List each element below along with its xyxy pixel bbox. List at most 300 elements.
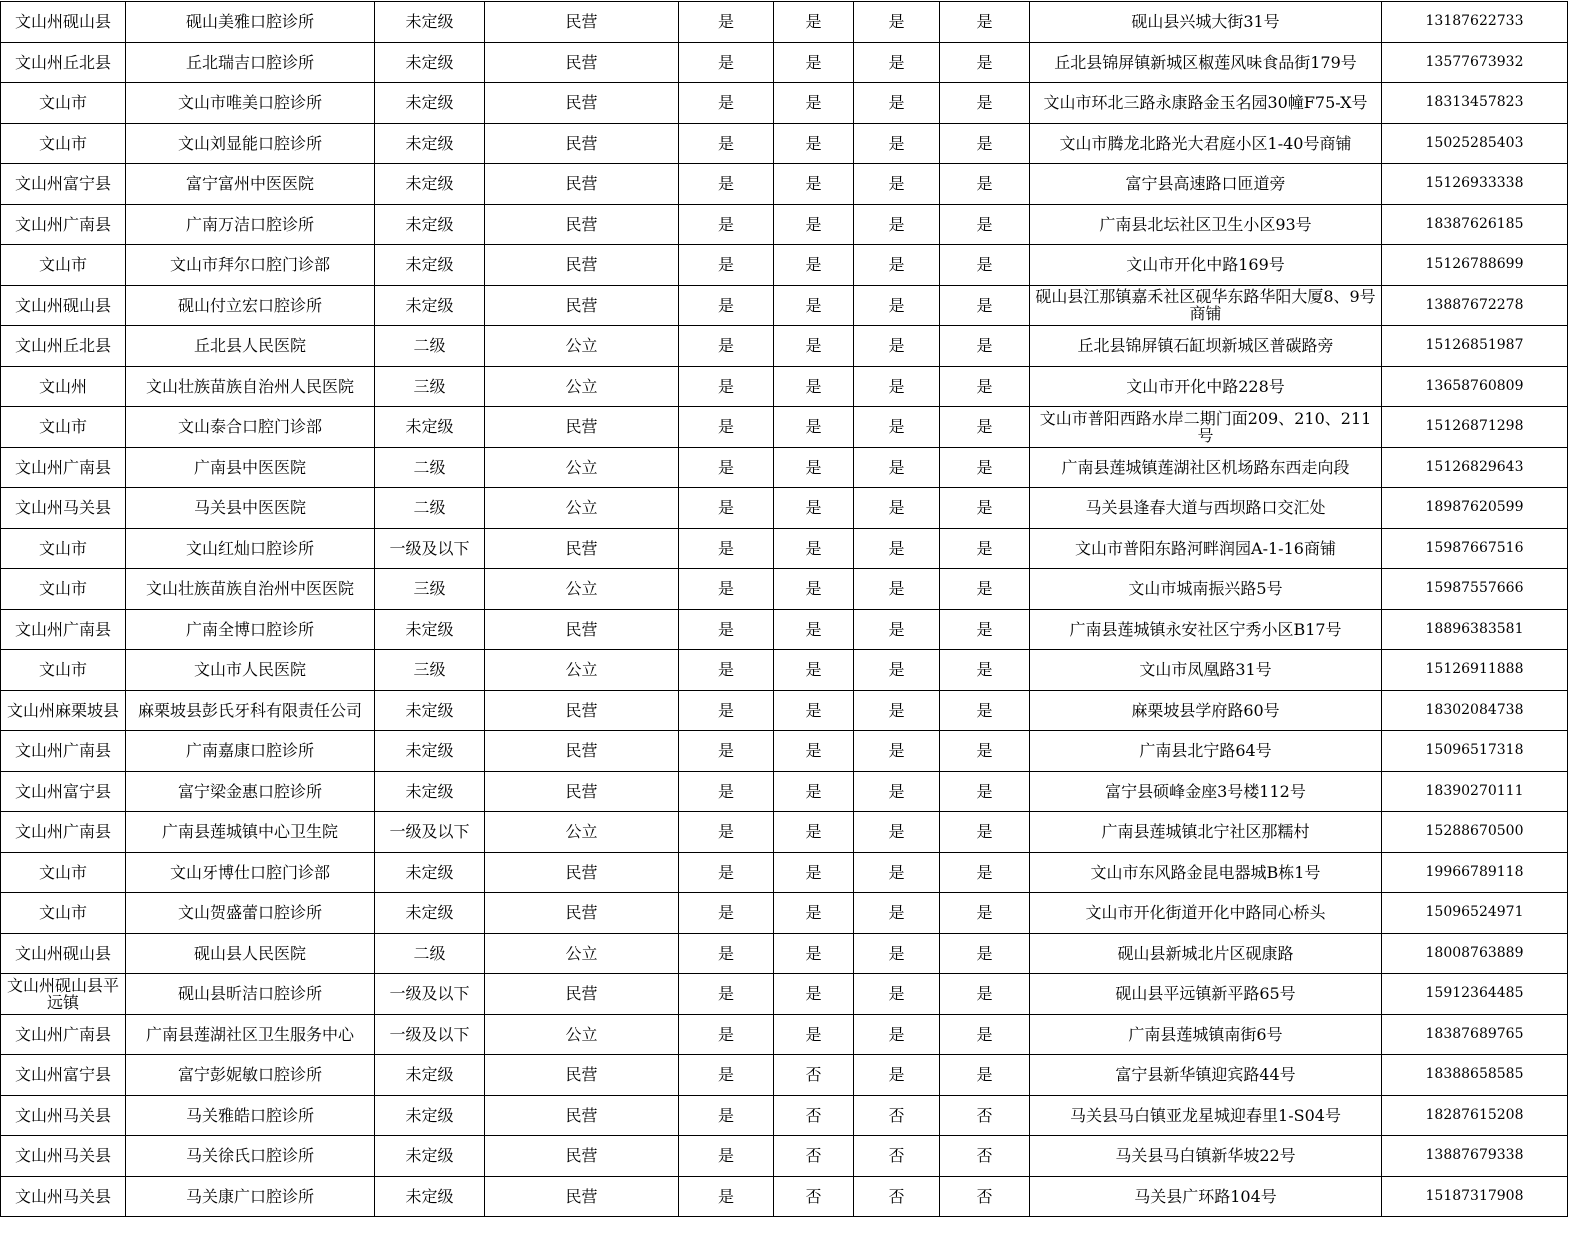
table-row (1, 366, 1568, 407)
institution-name-cell: 文山壮族苗族自治州人民医院 (126, 366, 375, 407)
flag-4-cell: 否 (940, 1095, 1030, 1136)
table-row (1, 326, 1568, 367)
address-cell: 砚山县江那镇嘉禾社区砚华东路华阳大厦8、9号商铺 (1030, 285, 1382, 326)
table-row (1, 285, 1568, 326)
flag-3-cell: 是 (854, 447, 940, 488)
grade-cell: 未定级 (375, 285, 485, 326)
phone-cell: 15126829643 (1382, 447, 1568, 488)
address-cell: 马关县马白镇新华坡22号 (1030, 1136, 1382, 1177)
flag-4-cell: 是 (940, 852, 1030, 893)
flag-1-cell: 是 (679, 1176, 774, 1217)
region-cell: 文山州广南县 (1, 204, 126, 245)
address-cell: 丘北县锦屏镇新城区椒莲风味食品街179号 (1030, 42, 1382, 83)
ownership-cell: 民营 (485, 2, 679, 43)
ownership-cell: 公立 (485, 933, 679, 974)
institution-name-cell: 马关康广口腔诊所 (126, 1176, 375, 1217)
address-cell: 麻栗坡县学府路60号 (1030, 690, 1382, 731)
institution-name-cell: 砚山付立宏口腔诊所 (126, 285, 375, 326)
grade-cell: 一级及以下 (375, 974, 485, 1015)
region-cell: 文山州马关县 (1, 1095, 126, 1136)
phone-cell: 18313457823 (1382, 83, 1568, 124)
ownership-cell: 民营 (485, 1095, 679, 1136)
table-row (1, 164, 1568, 205)
grade-cell: 未定级 (375, 690, 485, 731)
phone-cell: 15126871298 (1382, 407, 1568, 448)
flag-3-cell: 是 (854, 690, 940, 731)
ownership-cell: 民营 (485, 528, 679, 569)
flag-3-cell: 是 (854, 1055, 940, 1096)
flag-4-cell: 是 (940, 164, 1030, 205)
address-cell: 文山市普阳东路河畔润园A-1-16商铺 (1030, 528, 1382, 569)
ownership-cell: 民营 (485, 771, 679, 812)
flag-3-cell: 是 (854, 933, 940, 974)
flag-3-cell: 是 (854, 407, 940, 448)
flag-4-cell: 是 (940, 83, 1030, 124)
phone-cell: 13658760809 (1382, 366, 1568, 407)
institution-name-cell: 马关徐氏口腔诊所 (126, 1136, 375, 1177)
address-cell: 丘北县锦屏镇石缸坝新城区普碳路旁 (1030, 326, 1382, 367)
flag-3-cell: 是 (854, 123, 940, 164)
flag-1-cell: 是 (679, 447, 774, 488)
grade-cell: 三级 (375, 366, 485, 407)
institution-table (0, 1, 1568, 1217)
flag-2-cell: 是 (774, 812, 854, 853)
flag-2-cell: 是 (774, 447, 854, 488)
flag-4-cell: 是 (940, 731, 1030, 772)
flag-3-cell: 否 (854, 1095, 940, 1136)
flag-2-cell: 是 (774, 893, 854, 934)
address-cell: 文山市环北三路永康路金玉名园30幢F75-X号 (1030, 83, 1382, 124)
region-cell: 文山州广南县 (1, 609, 126, 650)
grade-cell: 一级及以下 (375, 1014, 485, 1055)
flag-1-cell: 是 (679, 609, 774, 650)
institution-name-cell: 文山红灿口腔诊所 (126, 528, 375, 569)
institution-name-cell: 文山刘显能口腔诊所 (126, 123, 375, 164)
institution-name-cell: 马关雅皓口腔诊所 (126, 1095, 375, 1136)
flag-3-cell: 是 (854, 204, 940, 245)
flag-1-cell: 是 (679, 1095, 774, 1136)
flag-4-cell: 是 (940, 123, 1030, 164)
flag-3-cell: 是 (854, 2, 940, 43)
flag-2-cell: 是 (774, 326, 854, 367)
table-row (1, 609, 1568, 650)
ownership-cell: 民营 (485, 1055, 679, 1096)
ownership-cell: 民营 (485, 83, 679, 124)
flag-3-cell: 是 (854, 245, 940, 286)
grade-cell: 未定级 (375, 1176, 485, 1217)
flag-4-cell: 是 (940, 2, 1030, 43)
flag-4-cell: 是 (940, 974, 1030, 1015)
table-row (1, 569, 1568, 610)
flag-4-cell: 是 (940, 690, 1030, 731)
address-cell: 文山市东风路金昆电器城B栋1号 (1030, 852, 1382, 893)
flag-1-cell: 是 (679, 2, 774, 43)
flag-1-cell: 是 (679, 1014, 774, 1055)
grade-cell: 一级及以下 (375, 812, 485, 853)
region-cell: 文山州麻栗坡县 (1, 690, 126, 731)
phone-cell: 15096517318 (1382, 731, 1568, 772)
ownership-cell: 民营 (485, 204, 679, 245)
region-cell: 文山市 (1, 852, 126, 893)
grade-cell: 未定级 (375, 83, 485, 124)
flag-4-cell: 是 (940, 893, 1030, 934)
region-cell: 文山州丘北县 (1, 326, 126, 367)
region-cell: 文山州砚山县平远镇 (1, 974, 126, 1015)
address-cell: 广南县北宁路64号 (1030, 731, 1382, 772)
institution-name-cell: 马关县中医医院 (126, 488, 375, 529)
phone-cell: 18896383581 (1382, 609, 1568, 650)
flag-3-cell: 是 (854, 1014, 940, 1055)
address-cell: 广南县莲城镇北宁社区那糯村 (1030, 812, 1382, 853)
ownership-cell: 民营 (485, 609, 679, 650)
flag-4-cell: 是 (940, 488, 1030, 529)
institution-name-cell: 广南县莲湖社区卫生服务中心 (126, 1014, 375, 1055)
phone-cell: 18987620599 (1382, 488, 1568, 529)
grade-cell: 未定级 (375, 407, 485, 448)
table-row (1, 893, 1568, 934)
flag-3-cell: 是 (854, 974, 940, 1015)
institution-name-cell: 文山壮族苗族自治州中医医院 (126, 569, 375, 610)
region-cell: 文山州富宁县 (1, 164, 126, 205)
institution-name-cell: 砚山县昕洁口腔诊所 (126, 974, 375, 1015)
flag-3-cell: 是 (854, 731, 940, 772)
region-cell: 文山市 (1, 407, 126, 448)
flag-2-cell: 是 (774, 690, 854, 731)
table-row (1, 1176, 1568, 1217)
table-row (1, 204, 1568, 245)
address-cell: 广南县莲城镇南街6号 (1030, 1014, 1382, 1055)
region-cell: 文山市 (1, 123, 126, 164)
flag-4-cell: 是 (940, 285, 1030, 326)
ownership-cell: 民营 (485, 893, 679, 934)
address-cell: 广南县莲城镇永安社区宁秀小区B17号 (1030, 609, 1382, 650)
flag-4-cell: 是 (940, 812, 1030, 853)
flag-4-cell: 是 (940, 366, 1030, 407)
phone-cell: 13887679338 (1382, 1136, 1568, 1177)
grade-cell: 未定级 (375, 1055, 485, 1096)
ownership-cell: 民营 (485, 852, 679, 893)
flag-4-cell: 是 (940, 528, 1030, 569)
ownership-cell: 公立 (485, 1014, 679, 1055)
table-row (1, 852, 1568, 893)
address-cell: 文山市开化街道开化中路同心桥头 (1030, 893, 1382, 934)
flag-1-cell: 是 (679, 690, 774, 731)
flag-1-cell: 是 (679, 326, 774, 367)
grade-cell: 未定级 (375, 123, 485, 164)
ownership-cell: 公立 (485, 326, 679, 367)
flag-1-cell: 是 (679, 933, 774, 974)
address-cell: 马关县马白镇亚龙星城迎春里1-S04号 (1030, 1095, 1382, 1136)
flag-2-cell: 否 (774, 1055, 854, 1096)
table-row (1, 528, 1568, 569)
region-cell: 文山州马关县 (1, 488, 126, 529)
flag-4-cell: 是 (940, 569, 1030, 610)
flag-2-cell: 是 (774, 488, 854, 529)
flag-1-cell: 是 (679, 650, 774, 691)
flag-3-cell: 是 (854, 812, 940, 853)
phone-cell: 18387689765 (1382, 1014, 1568, 1055)
flag-3-cell: 是 (854, 366, 940, 407)
phone-cell: 15126851987 (1382, 326, 1568, 367)
address-cell: 砚山县平远镇新平路65号 (1030, 974, 1382, 1015)
institution-name-cell: 富宁彭妮敏口腔诊所 (126, 1055, 375, 1096)
flag-3-cell: 否 (854, 1176, 940, 1217)
address-cell: 广南县莲城镇莲湖社区机场路东西走向段 (1030, 447, 1382, 488)
institution-name-cell: 富宁梁金惠口腔诊所 (126, 771, 375, 812)
flag-4-cell: 是 (940, 771, 1030, 812)
flag-4-cell: 是 (940, 407, 1030, 448)
institution-name-cell: 砚山县人民医院 (126, 933, 375, 974)
grade-cell: 未定级 (375, 204, 485, 245)
flag-2-cell: 是 (774, 42, 854, 83)
table-row (1, 488, 1568, 529)
flag-2-cell: 是 (774, 933, 854, 974)
region-cell: 文山州 (1, 366, 126, 407)
address-cell: 文山市腾龙北路光大君庭小区1-40号商铺 (1030, 123, 1382, 164)
address-cell: 广南县北坛社区卫生小区93号 (1030, 204, 1382, 245)
grade-cell: 未定级 (375, 1095, 485, 1136)
flag-2-cell: 是 (774, 2, 854, 43)
flag-1-cell: 是 (679, 488, 774, 529)
grade-cell: 三级 (375, 569, 485, 610)
region-cell: 文山市 (1, 569, 126, 610)
address-cell: 文山市开化中路228号 (1030, 366, 1382, 407)
address-cell: 文山市城南振兴路5号 (1030, 569, 1382, 610)
flag-3-cell: 是 (854, 609, 940, 650)
grade-cell: 未定级 (375, 771, 485, 812)
table-row (1, 771, 1568, 812)
flag-1-cell: 是 (679, 42, 774, 83)
address-cell: 马关县逢春大道与西坝路口交汇处 (1030, 488, 1382, 529)
flag-2-cell: 是 (774, 407, 854, 448)
address-cell: 文山市开化中路169号 (1030, 245, 1382, 286)
flag-1-cell: 是 (679, 1136, 774, 1177)
region-cell: 文山州富宁县 (1, 771, 126, 812)
flag-2-cell: 是 (774, 771, 854, 812)
flag-2-cell: 是 (774, 245, 854, 286)
region-cell: 文山州马关县 (1, 1176, 126, 1217)
region-cell: 文山州广南县 (1, 812, 126, 853)
table-row (1, 1055, 1568, 1096)
flag-2-cell: 是 (774, 569, 854, 610)
region-cell: 文山市 (1, 245, 126, 286)
institution-name-cell: 丘北县人民医院 (126, 326, 375, 367)
phone-cell: 18008763889 (1382, 933, 1568, 974)
grade-cell: 未定级 (375, 245, 485, 286)
institution-name-cell: 富宁富州中医医院 (126, 164, 375, 205)
flag-3-cell: 是 (854, 569, 940, 610)
flag-2-cell: 是 (774, 164, 854, 205)
ownership-cell: 民营 (485, 1136, 679, 1177)
institution-name-cell: 砚山美雅口腔诊所 (126, 2, 375, 43)
table-row (1, 83, 1568, 124)
table-row (1, 407, 1568, 448)
institution-name-cell: 广南全博口腔诊所 (126, 609, 375, 650)
ownership-cell: 民营 (485, 731, 679, 772)
flag-2-cell: 是 (774, 852, 854, 893)
table-row (1, 447, 1568, 488)
flag-1-cell: 是 (679, 1055, 774, 1096)
ownership-cell: 民营 (485, 42, 679, 83)
flag-2-cell: 是 (774, 528, 854, 569)
table-row (1, 42, 1568, 83)
grade-cell: 未定级 (375, 893, 485, 934)
flag-3-cell: 是 (854, 83, 940, 124)
table-row (1, 933, 1568, 974)
flag-1-cell: 是 (679, 569, 774, 610)
ownership-cell: 公立 (485, 366, 679, 407)
flag-1-cell: 是 (679, 812, 774, 853)
ownership-cell: 公立 (485, 488, 679, 529)
flag-3-cell: 是 (854, 326, 940, 367)
table-row (1, 731, 1568, 772)
flag-3-cell: 是 (854, 488, 940, 529)
region-cell: 文山市 (1, 893, 126, 934)
flag-4-cell: 是 (940, 933, 1030, 974)
table-row (1, 690, 1568, 731)
ownership-cell: 公立 (485, 447, 679, 488)
phone-cell: 13577673932 (1382, 42, 1568, 83)
institution-name-cell: 文山市拜尔口腔门诊部 (126, 245, 375, 286)
region-cell: 文山州砚山县 (1, 933, 126, 974)
grade-cell: 未定级 (375, 852, 485, 893)
region-cell: 文山州广南县 (1, 447, 126, 488)
phone-cell: 15288670500 (1382, 812, 1568, 853)
phone-cell: 18387626185 (1382, 204, 1568, 245)
flag-2-cell: 是 (774, 204, 854, 245)
flag-1-cell: 是 (679, 164, 774, 205)
ownership-cell: 公立 (485, 650, 679, 691)
institution-name-cell: 文山泰合口腔门诊部 (126, 407, 375, 448)
phone-cell: 18388658585 (1382, 1055, 1568, 1096)
table-row (1, 650, 1568, 691)
grade-cell: 未定级 (375, 1136, 485, 1177)
ownership-cell: 民营 (485, 164, 679, 205)
phone-cell: 19966789118 (1382, 852, 1568, 893)
address-cell: 富宁县高速路口匝道旁 (1030, 164, 1382, 205)
ownership-cell: 民营 (485, 123, 679, 164)
flag-2-cell: 是 (774, 83, 854, 124)
ownership-cell: 民营 (485, 407, 679, 448)
flag-3-cell: 是 (854, 285, 940, 326)
region-cell: 文山州砚山县 (1, 2, 126, 43)
institution-name-cell: 广南万洁口腔诊所 (126, 204, 375, 245)
flag-2-cell: 是 (774, 974, 854, 1015)
phone-cell: 15126933338 (1382, 164, 1568, 205)
ownership-cell: 民营 (485, 974, 679, 1015)
flag-1-cell: 是 (679, 852, 774, 893)
flag-2-cell: 是 (774, 366, 854, 407)
ownership-cell: 民营 (485, 285, 679, 326)
table-row (1, 974, 1568, 1015)
flag-1-cell: 是 (679, 83, 774, 124)
ownership-cell: 民营 (485, 690, 679, 731)
flag-4-cell: 是 (940, 650, 1030, 691)
flag-3-cell: 是 (854, 893, 940, 934)
flag-4-cell: 否 (940, 1136, 1030, 1177)
grade-cell: 一级及以下 (375, 528, 485, 569)
region-cell: 文山州广南县 (1, 731, 126, 772)
address-cell: 文山市普阳西路水岸二期门面209、210、211号 (1030, 407, 1382, 448)
flag-4-cell: 是 (940, 326, 1030, 367)
flag-4-cell: 是 (940, 204, 1030, 245)
region-cell: 文山市 (1, 528, 126, 569)
flag-2-cell: 否 (774, 1176, 854, 1217)
flag-1-cell: 是 (679, 204, 774, 245)
institution-name-cell: 文山牙博仕口腔门诊部 (126, 852, 375, 893)
phone-cell: 13887672278 (1382, 285, 1568, 326)
grade-cell: 未定级 (375, 42, 485, 83)
flag-2-cell: 是 (774, 285, 854, 326)
institution-name-cell: 文山贺盛蕾口腔诊所 (126, 893, 375, 934)
flag-1-cell: 是 (679, 974, 774, 1015)
phone-cell: 13187622733 (1382, 2, 1568, 43)
flag-4-cell: 是 (940, 447, 1030, 488)
region-cell: 文山州富宁县 (1, 1055, 126, 1096)
flag-2-cell: 是 (774, 123, 854, 164)
table-row (1, 2, 1568, 43)
grade-cell: 未定级 (375, 2, 485, 43)
flag-3-cell: 是 (854, 852, 940, 893)
flag-4-cell: 是 (940, 1014, 1030, 1055)
phone-cell: 15025285403 (1382, 123, 1568, 164)
grade-cell: 未定级 (375, 609, 485, 650)
address-cell: 富宁县硕峰金座3号楼112号 (1030, 771, 1382, 812)
table-row (1, 1136, 1568, 1177)
grade-cell: 未定级 (375, 731, 485, 772)
flag-3-cell: 是 (854, 650, 940, 691)
institution-name-cell: 广南嘉康口腔诊所 (126, 731, 375, 772)
phone-cell: 15987557666 (1382, 569, 1568, 610)
ownership-cell: 公立 (485, 569, 679, 610)
region-cell: 文山市 (1, 650, 126, 691)
flag-1-cell: 是 (679, 366, 774, 407)
flag-2-cell: 是 (774, 609, 854, 650)
phone-cell: 18302084738 (1382, 690, 1568, 731)
phone-cell: 18287615208 (1382, 1095, 1568, 1136)
grade-cell: 未定级 (375, 164, 485, 205)
grade-cell: 二级 (375, 488, 485, 529)
ownership-cell: 民营 (485, 245, 679, 286)
flag-3-cell: 是 (854, 771, 940, 812)
institution-name-cell: 麻栗坡县彭氏牙科有限责任公司 (126, 690, 375, 731)
ownership-cell: 公立 (485, 812, 679, 853)
flag-1-cell: 是 (679, 123, 774, 164)
flag-3-cell: 是 (854, 42, 940, 83)
institution-name-cell: 广南县中医医院 (126, 447, 375, 488)
grade-cell: 二级 (375, 326, 485, 367)
flag-4-cell: 否 (940, 1176, 1030, 1217)
flag-4-cell: 是 (940, 245, 1030, 286)
phone-cell: 15126911888 (1382, 650, 1568, 691)
flag-3-cell: 是 (854, 528, 940, 569)
region-cell: 文山州丘北县 (1, 42, 126, 83)
table-row (1, 1095, 1568, 1136)
phone-cell: 15126788699 (1382, 245, 1568, 286)
institution-name-cell: 丘北瑞吉口腔诊所 (126, 42, 375, 83)
region-cell: 文山州砚山县 (1, 285, 126, 326)
flag-2-cell: 否 (774, 1095, 854, 1136)
address-cell: 砚山县兴城大街31号 (1030, 2, 1382, 43)
phone-cell: 18390270111 (1382, 771, 1568, 812)
table-row (1, 245, 1568, 286)
phone-cell: 15912364485 (1382, 974, 1568, 1015)
region-cell: 文山州马关县 (1, 1136, 126, 1177)
institution-name-cell: 文山市人民医院 (126, 650, 375, 691)
flag-1-cell: 是 (679, 771, 774, 812)
table-row (1, 1014, 1568, 1055)
phone-cell: 15987667516 (1382, 528, 1568, 569)
